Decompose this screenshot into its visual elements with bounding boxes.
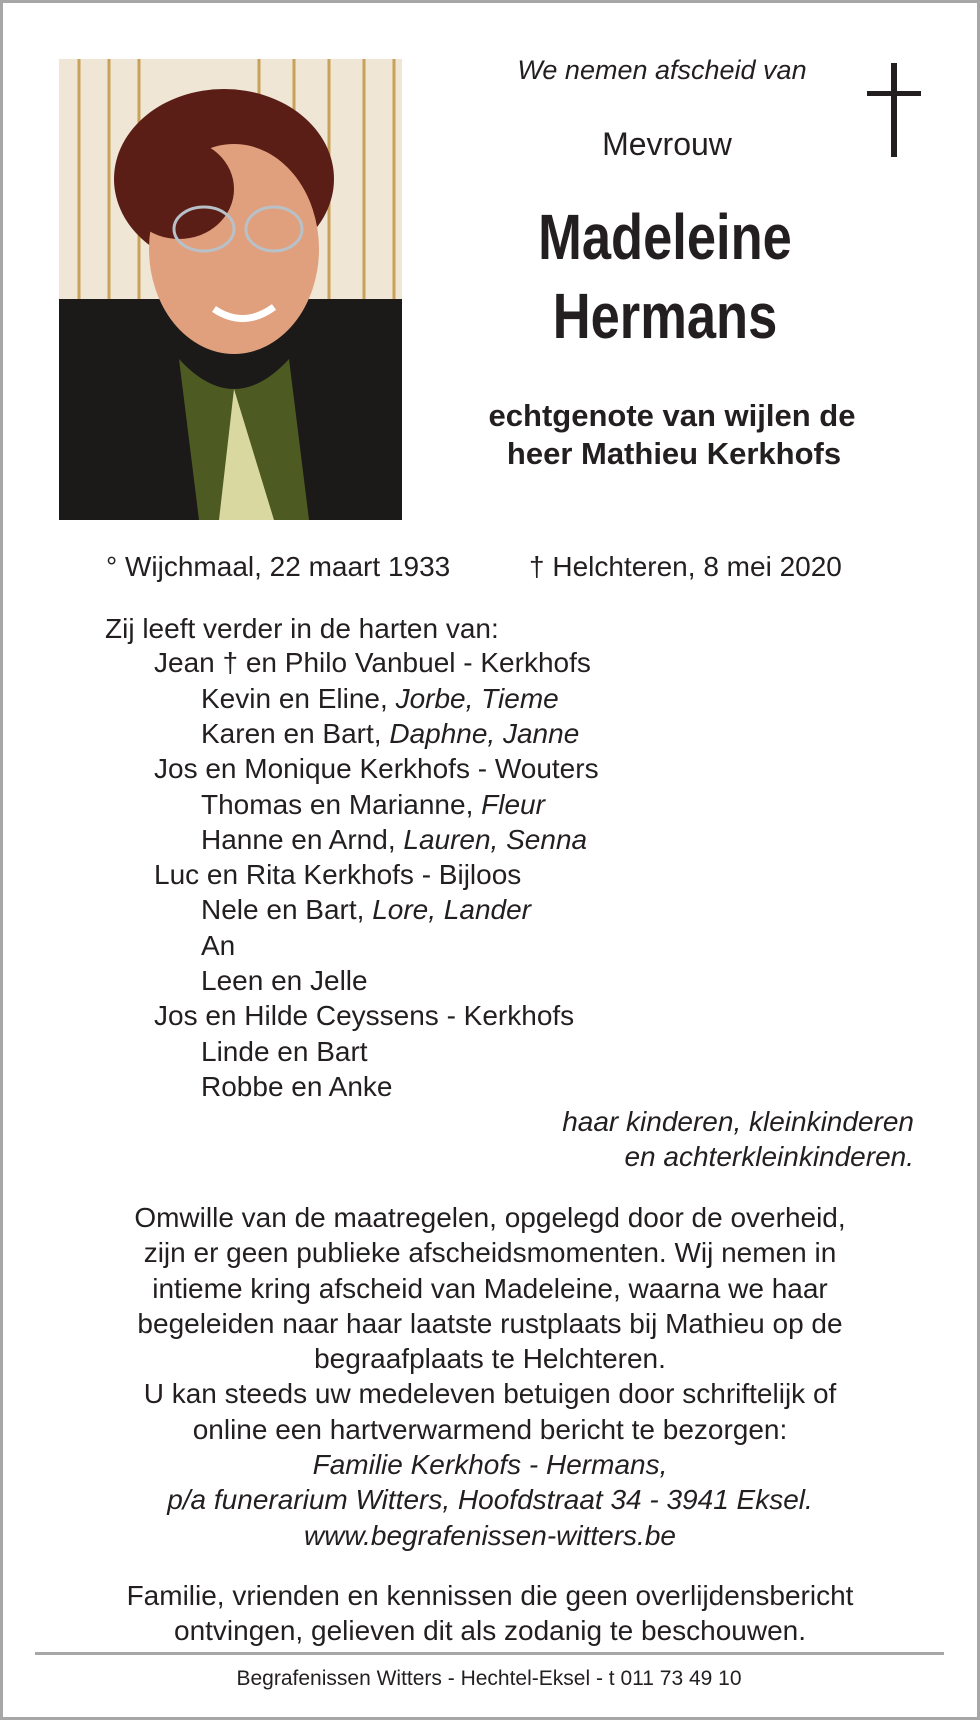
address-line: p/a funerarium Witters, Hoofdstraat 34 - 3941 Eksel.	[167, 1484, 813, 1516]
intro-text: We nemen afscheid van	[517, 55, 807, 85]
family-names: Nele en Bart,	[201, 894, 373, 926]
family-names: Luc en Rita Kerkhofs - Bijloos	[154, 859, 522, 891]
family-member-line	[201, 1071, 393, 1103]
divider	[35, 1652, 944, 1655]
family-names: Thomas en Marianne,	[201, 788, 482, 820]
grandchildren-names: Jorbe, Tieme	[395, 682, 559, 714]
family-member-line	[154, 647, 591, 679]
notice-line: Familie, vrienden en kennissen die geen overlijdensbericht	[126, 1580, 854, 1611]
family-member-line	[201, 683, 559, 715]
family-member-line	[154, 859, 521, 891]
portrait-photo	[59, 59, 402, 520]
family-closing-2: en achterkleinkinderen.	[624, 1141, 914, 1172]
spouse-line-1: echtgenote van wijlen de	[488, 398, 856, 433]
family-names: Linde en Bart	[201, 1035, 368, 1067]
family-names: Karen en Bart,	[201, 717, 390, 749]
family-member-line	[201, 789, 545, 821]
message-line: intieme kring afscheid van Madeleine, waarna we haar	[152, 1272, 828, 1304]
family-member-line	[201, 894, 531, 926]
website-link[interactable]: www.begrafenissen-witters.be	[304, 1519, 676, 1551]
message-line: online een hartverwarmend bericht te bezorgen:	[192, 1413, 788, 1445]
family-names: Leen en Jelle	[201, 965, 368, 996]
message-paragraph	[0, 1200, 980, 1553]
family-names: Jos en Hilde Ceyssens - Kerkhofs	[154, 1000, 575, 1032]
family-names: Jean † en Philo Vanbuel - Kerkhofs	[154, 647, 591, 679]
death-date: † Helchteren, 8 mei 2020	[529, 551, 842, 582]
family-names: Kevin en Eline,	[201, 682, 396, 714]
family-member-line	[201, 965, 368, 997]
message-line: begraafplaats te Helchteren.	[314, 1343, 666, 1375]
message-line: U kan steeds uw medeleven betuigen door schriftelijk of	[143, 1378, 837, 1410]
cross-icon-bar	[867, 91, 921, 96]
family-names: An	[201, 929, 236, 961]
message-line: begeleiden naar haar laatste rustplaats bij Mathieu op de	[137, 1307, 843, 1339]
footer-text: Begrafenissen Witters - Hechtel-Eksel - t 011 73 49 10	[236, 1667, 742, 1690]
spouse-line-2: heer Mathieu Kerkhofs	[506, 436, 842, 471]
family-closing-1: haar kinderen, kleinkinderen	[562, 1106, 914, 1137]
notice-line: ontvingen, gelieven dit als zodanig te beschouwen.	[174, 1615, 806, 1647]
family-member-line	[201, 824, 587, 856]
grandchildren-names: Daphne, Janne	[389, 717, 580, 749]
grandchildren-names: Fleur	[481, 788, 545, 820]
message-line: Omwille van de maatregelen, opgelegd door de overheid,	[134, 1202, 846, 1233]
family-names: Jos en Monique Kerkhofs - Wouters	[154, 753, 599, 785]
notice-paragraph	[0, 1578, 980, 1649]
title-text: Mevrouw	[602, 126, 732, 162]
birth-date: ° Wijchmaal, 22 maart 1933	[106, 551, 451, 582]
family-member-line	[201, 930, 235, 962]
family-names: Hanne en Arnd,	[201, 823, 404, 855]
grandchildren-names: Lore, Lander	[372, 894, 531, 926]
address-line: Familie Kerkhofs - Hermans,	[312, 1449, 668, 1481]
family-names: Robbe en Anke	[201, 1070, 393, 1102]
family-member-line	[201, 1036, 368, 1068]
last-name: Hermans	[552, 280, 778, 352]
grandchildren-names: Lauren, Senna	[403, 823, 588, 855]
first-name: Madeleine	[538, 201, 792, 273]
message-line: zijn er geen publieke afscheidsmomenten. Wij nemen in	[143, 1237, 837, 1269]
family-intro: Zij leeft verder in de harten van:	[105, 613, 499, 644]
cross-icon	[891, 63, 897, 157]
family-member-line	[154, 1000, 574, 1032]
family-member-line	[201, 718, 579, 750]
family-member-line	[154, 753, 599, 785]
